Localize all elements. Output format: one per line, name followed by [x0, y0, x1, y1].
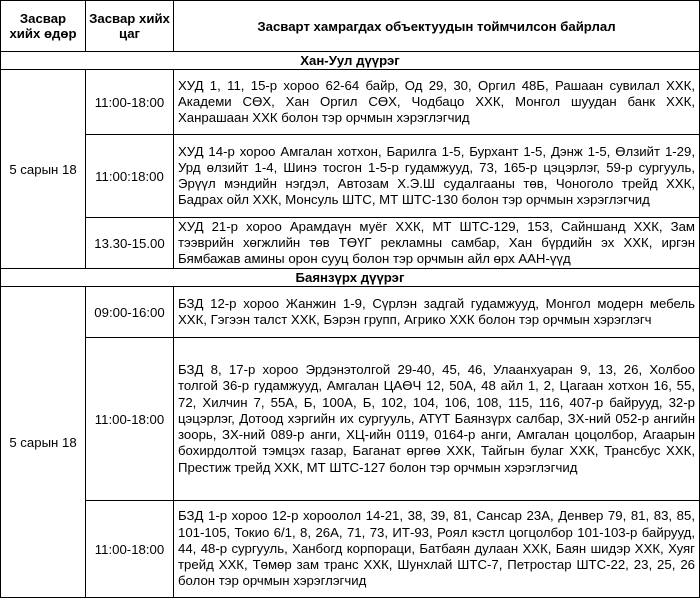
- day-cell: 5 сарын 18: [1, 287, 86, 598]
- objects-cell: БЗД 12-р хороо Жанжин 1-9, Сүрлэн задгай гудамжууд, Монгол модерн мебель ХХК, Гэгээн талст ХХК, Бэрэн групп, Агрико ХХК болон тэр орчмын хэрэглэгч: [174, 287, 700, 338]
- table-row: [1, 338, 700, 501]
- day-cell: 5 сарын 18: [1, 70, 86, 269]
- header-objects: Засварт хамрагдах объектуудын тоймчилсон байрлал: [174, 1, 700, 52]
- time-cell: 11:00-18:00: [86, 70, 174, 135]
- section-row: [1, 52, 700, 70]
- time-cell: 11:00:18:00: [86, 135, 174, 218]
- section-row: [1, 269, 700, 287]
- table-row: [1, 218, 700, 269]
- table-row: [1, 501, 700, 598]
- objects-cell: ХУД 14-р хороо Амгалан хотхон, Барилга 1-5, Бурхант 1-5, Дэнж 1-5, Өлзийт 1-29, Урд өлзийт 1-4, Шинэ тосгон 1-5-р гудамжууд, 73, 165-р цэцэрлэг, 59-р сургууль, Эрүүл мэндийн нэгдэл, Автозам Х.Э.Ш судалгааны төв, Чоноголо трейд ХХК, Бадрах ойл ХХК, Монсуль ШТС, МТ ШТС-130 болон тэр орчмын хэрэглэгчид: [174, 135, 700, 218]
- table-row: [1, 70, 700, 135]
- header-day: Засвар хийх өдөр: [1, 1, 86, 52]
- time-cell: 09:00-16:00: [86, 287, 174, 338]
- table-row: [1, 135, 700, 218]
- header-time: Засвар хийх цаг: [86, 1, 174, 52]
- district-title: Хан-Уул дүүрэг: [1, 52, 700, 70]
- objects-cell: БЗД 1-р хороо 12-р хороолол 14-21, 38, 39, 81, Сансар 23А, Денвер 79, 81, 83, 85, 101-105, Токио 6/1, 8, 26А, 71, 73, ИТ-93, Роял кэстл цогцолбор 101-103-р байрууд, 44, 48-р сургууль, Ханбогд корпораци, Батбаян дулаан ХХК, Баян шидэр ХХК, Хуяг трейд ХХК, Төмөр зам транс ХХК, Шунхлай ШТС-7, Петростар ШТС-22, 23, 25, 26 болон тэр орчмын хэрэглэгчид: [174, 501, 700, 598]
- time-cell: 13.30-15.00: [86, 218, 174, 269]
- header-row: [1, 1, 700, 52]
- time-cell: 11:00-18:00: [86, 338, 174, 501]
- time-cell: 11:00-18:00: [86, 501, 174, 598]
- objects-cell: БЗД 8, 17-р хороо Эрдэнэтолгой 29-40, 45, 46, Улаанхуаран 9, 13, 26, Холбоо толгой 36-р гудамжууд, Амгалан ЦАӨЧ 12, 50А, 48 айл 1, 2, Цагаан хотхон 16, 55, 72, Хилчин 7, 55А, Б, 100А, Б, 102, 104, 106, 108, 115, 116, 407-р байрууд, 32-р цэцэрлэг, Дотоод хэргийн их сургууль, АТҮТ Баянзүрх салбар, ЗХ-ний 052-р ангийн зоорь, ЗХ-ний 089-р анги, ХЦ-ийн 0119, 0164-р анги, Амгалан цоцолбор, Агаарын бохирдолтой тэмцэх газар, Баганат өргөө ХХК, Тайгын булаг ХХК, Трансбус ХХК, Престиж трейд ХХК, МТ ШТС-127 болон тэр орчмын хэрэглэгчид: [174, 338, 700, 501]
- district-title: Баянзүрх дүүрэг: [1, 269, 700, 287]
- table-row: [1, 287, 700, 338]
- objects-cell: ХУД 1, 11, 15-р хороо 62-64 байр, Од 29, 30, Оргил 48Б, Рашаан сувилал ХХК, Академи СӨХ, Хан Оргил СӨХ, Чодбацо ХХК, Монгол шуудан банк ХХК, Ханрашаан ХХК болон тэр орчмын хэрэглэгчид: [174, 70, 700, 135]
- objects-cell: ХУД 21-р хороо Арамдаүн муёг ХХК, МТ ШТС-129, 153, Сайншанд ХХК, Зам тээврийн хөгжлийн төв ТӨҮГ рекламны самбар, Хан бүрдийн эх ХХК, иргэн Бямбажав амины орон сууц болон тэр орчмын айл өрх ААН-үүд: [174, 218, 700, 269]
